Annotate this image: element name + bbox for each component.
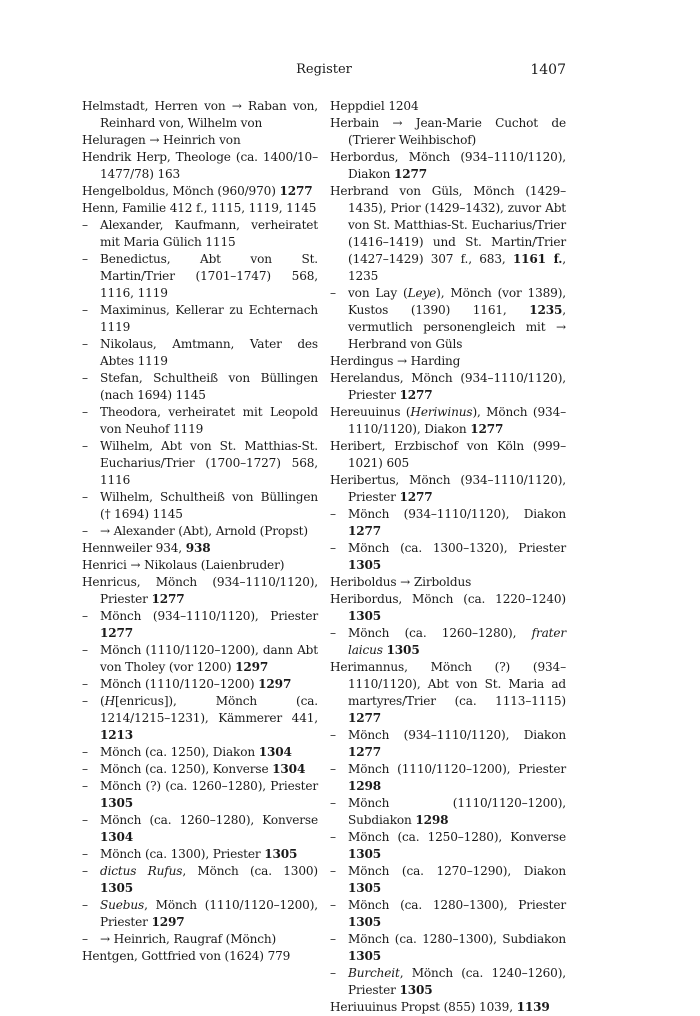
page-reference: 1305	[100, 796, 134, 810]
index-subentry	[330, 727, 566, 761]
entry-text: Stefan, Schultheiß von Büllingen (nach 1694) 1145	[100, 371, 318, 402]
entry-text: , Mönch (ca. 1300)	[182, 864, 319, 878]
entry-text: Helmstadt, Herren von → Raban von, Reinhard von, Wilhelm von	[82, 99, 318, 130]
index-entry	[330, 472, 566, 506]
index-entry	[330, 659, 566, 727]
index-entry	[82, 149, 318, 183]
entry-text: Hereuuinus (	[330, 405, 411, 419]
entry-text: Mönch (ca. 1300), Priester	[100, 847, 265, 861]
index-entry	[82, 557, 318, 574]
entry-text: Mönch (1110/1120–1200), Priester	[348, 762, 566, 776]
page-reference: 1305	[264, 847, 298, 861]
entry-text: Hennweiler 934,	[82, 541, 186, 555]
index-entry	[330, 149, 566, 183]
page-reference: 1304	[258, 745, 292, 759]
index-subentry	[82, 676, 318, 693]
page-reference: 1305	[348, 915, 382, 929]
italic-text: Leye	[407, 286, 437, 300]
entry-text: Heribert, Erzbischof von Köln (999–1021) 605	[330, 439, 566, 470]
index-subentry	[82, 863, 318, 897]
index-entry	[82, 98, 318, 132]
index-subentry	[330, 285, 566, 353]
index-entry	[330, 404, 566, 438]
page-reference: 1305	[399, 983, 433, 997]
page-reference: 938	[185, 541, 211, 555]
page-reference: 1139	[516, 1000, 550, 1014]
page-reference: 1277	[348, 524, 382, 538]
index-subentry	[330, 931, 566, 965]
entry-text: Mönch (ca. 1260–1280),	[348, 626, 532, 640]
page-reference: 1161 f.	[512, 252, 563, 266]
entry-text: (	[100, 694, 105, 708]
index-subentry	[82, 523, 318, 540]
index-entry	[330, 98, 566, 115]
index-subentry	[82, 489, 318, 523]
entry-text: Heribertus, Mönch (934–1110/1120), Priester	[330, 473, 566, 504]
entry-text: Heribordus, Mönch (ca. 1220–1240)	[330, 592, 566, 606]
index-entry	[330, 370, 566, 404]
page-reference: 1235	[529, 303, 563, 317]
entry-text: Henn, Familie 412 f., 1115, 1119, 1145	[82, 201, 317, 215]
index-entry	[330, 115, 566, 149]
page-reference: 1277	[348, 745, 382, 759]
entry-text: Hentgen, Gottfried von (1624) 779	[82, 949, 291, 963]
entry-text: Hengelboldus, Mönch (960/970)	[82, 184, 280, 198]
page-reference: 1305	[348, 949, 382, 963]
index-entry	[82, 200, 318, 217]
index-subentry	[330, 761, 566, 795]
page-reference: 1304	[272, 762, 306, 776]
page-reference: 1297	[235, 660, 269, 674]
index-subentry	[330, 540, 566, 574]
page-reference: 1305	[100, 881, 134, 895]
index-subentry	[82, 302, 318, 336]
entry-text: Mönch (ca. 1250), Diakon	[100, 745, 259, 759]
entry-text: Mönch (ca. 1280–1300), Subdiakon	[348, 932, 566, 946]
entry-text: Mönch (?) (ca. 1260–1280), Priester	[100, 779, 318, 793]
page-number: 1407	[530, 62, 566, 78]
index-subentry	[330, 965, 566, 999]
index-subentry	[330, 625, 566, 659]
page-reference: 1297	[258, 677, 292, 691]
entry-text: , vermutlich personengleich mit → Herbrand von Güls	[348, 303, 566, 351]
page-reference: 1277	[279, 184, 313, 198]
entry-text: Herbordus, Mönch (934–1110/1120), Diakon	[330, 150, 566, 181]
italic-text: Suebus	[100, 898, 145, 912]
running-title: Register	[296, 62, 352, 77]
page-reference: 1277	[399, 490, 433, 504]
page-reference: 1277	[100, 626, 134, 640]
entry-text: Henrici → Nikolaus (Laienbruder)	[82, 558, 285, 572]
entry-text: ), Mönch (vor 1389), Kustos (1390) 1161,	[348, 286, 566, 317]
entry-text: Mönch (ca. 1250), Konverse	[100, 762, 273, 776]
entry-text: Wilhelm, Schultheiß von Büllingen († 1694) 1145	[100, 490, 318, 521]
italic-text: Burcheit	[348, 966, 400, 980]
page-reference: 1305	[386, 643, 420, 657]
entry-text: Mönch (934–1110/1120), Priester	[100, 609, 318, 623]
entry-text: Benedictus, Abt von St. Martin/Trier (1701–1747) 568, 1116, 1119	[100, 252, 318, 300]
index-entry	[82, 183, 318, 200]
entry-text: Mönch (934–1110/1120), Diakon	[348, 507, 566, 521]
entry-text: Mönch (ca. 1260–1280), Konverse	[100, 813, 318, 827]
entry-text: Herbrand von Güls, Mönch (1429–1435), Prior (1429–1432), zuvor Abt von St. Matthias-St. Eucharius/Trier (1416–1419) und St. Martin/Trier (1427–1429) 307 f., 683,	[330, 184, 566, 266]
entry-text: → Alexander (Abt), Arnold (Propst)	[100, 524, 308, 538]
page-reference: 1298	[348, 779, 382, 793]
entry-text: Herbain → Jean-Marie Cuchot de (Trierer Weihbischof)	[330, 116, 566, 147]
page-reference: 1305	[348, 558, 382, 572]
index-entry	[82, 540, 318, 557]
entry-text: ), Mönch (934–1110/1120), Diakon	[348, 405, 567, 436]
entry-text: Heppdiel 1204	[330, 99, 419, 113]
entry-text: Theodora, verheiratet mit Leopold von Neuhof 1119	[100, 405, 318, 436]
entry-text: Mönch (ca. 1250–1280), Konverse	[348, 830, 566, 844]
entry-text: Herelandus, Mönch (934–1110/1120), Priester	[330, 371, 566, 402]
index-entry	[330, 438, 566, 472]
index-subentry	[330, 897, 566, 931]
entry-text: , Mönch (1110/1120–1200), Priester	[100, 898, 318, 929]
page-reference: 1298	[415, 813, 449, 827]
entry-text: Mönch (ca. 1280–1300), Priester	[348, 898, 566, 912]
entry-text: Henricus, Mönch (934–1110/1120), Priester	[82, 575, 318, 606]
index-column-right	[330, 98, 566, 1016]
index-entry	[330, 591, 566, 625]
entry-text: Mönch (ca. 1300–1320), Priester	[348, 541, 566, 555]
italic-text: Heriwinus	[410, 405, 473, 419]
entry-text: Herimannus, Mönch (?) (934–1110/1120), Abt von St. Maria ad martyres/Trier (ca. 1113–1115)	[330, 660, 566, 708]
entry-text: Mönch (ca. 1270–1290), Diakon	[348, 864, 566, 878]
page-reference: 1277	[399, 388, 433, 402]
entry-text: Heriboldus → Zirboldus	[330, 575, 472, 589]
page-reference: 1277	[470, 422, 504, 436]
index-entry	[330, 574, 566, 591]
entry-text: Mönch (1110/1120–1200), dann Abt von Tholey (vor 1200)	[100, 643, 318, 674]
index-entry	[82, 132, 318, 149]
index-entry	[82, 574, 318, 608]
index-subentry	[82, 897, 318, 931]
entry-text: Maximinus, Kellerar zu Echternach 1119	[100, 303, 318, 334]
index-subentry	[330, 863, 566, 897]
index-subentry	[82, 744, 318, 761]
index-subentry	[82, 404, 318, 438]
entry-text: Nikolaus, Amtmann, Vater des Abtes 1119	[100, 337, 318, 368]
page-reference: 1305	[348, 881, 382, 895]
entry-text: Hendrik Herp, Theologe (ca. 1400/10–1477/78) 163	[82, 150, 318, 181]
page-reference: 1277	[393, 167, 428, 181]
page-reference: 1304	[100, 830, 134, 844]
page-reference: 1297	[151, 915, 185, 929]
index-subentry	[330, 506, 566, 540]
index-subentry	[82, 370, 318, 404]
index-column-left	[82, 98, 318, 965]
index-subentry	[82, 217, 318, 251]
index-entry	[330, 999, 566, 1016]
index-subentry	[82, 778, 318, 812]
page-reference: 1305	[348, 609, 382, 623]
page-reference: 1213	[100, 728, 134, 742]
index-subentry	[82, 846, 318, 863]
entry-text: Wilhelm, Abt von St. Matthias-St. Eucharius/Trier (1700–1727) 568, 1116	[100, 439, 318, 487]
italic-text: frater laicus	[348, 626, 566, 657]
entry-text: Mönch (1110/1120–1200), Subdiakon	[348, 796, 566, 827]
page-reference: 1305	[348, 847, 382, 861]
entry-text: Mönch (934–1110/1120), Diakon	[348, 728, 566, 742]
entry-text: Heluragen → Heinrich von	[82, 133, 241, 147]
index-subentry	[82, 438, 318, 489]
index-entry	[330, 353, 566, 370]
index-subentry	[82, 251, 318, 302]
entry-text: Herdingus → Harding	[330, 354, 461, 368]
page-reference: 1277	[348, 711, 382, 725]
index-subentry	[82, 761, 318, 778]
page-header	[82, 62, 566, 82]
entry-text: Heriuuinus Propst (855) 1039,	[330, 1000, 517, 1014]
entry-text: Mönch (1110/1120–1200)	[100, 677, 259, 691]
index-subentry	[82, 642, 318, 676]
entry-text: → Heinrich, Raugraf (Mönch)	[100, 932, 277, 946]
index-subentry	[82, 336, 318, 370]
italic-text: dictus Rufus	[100, 864, 183, 878]
index-subentry	[330, 829, 566, 863]
index-subentry	[330, 795, 566, 829]
index-entry	[82, 948, 318, 965]
entry-text: Alexander, Kaufmann, verheiratet mit Maria Gülich 1115	[100, 218, 318, 249]
entry-text: [enricus]), Mönch (ca. 1214/1215–1231), Kämmerer 441,	[100, 694, 318, 725]
index-entry	[330, 183, 566, 285]
index-subentry	[82, 931, 318, 948]
index-subentry	[82, 812, 318, 846]
entry-text: von Lay (	[348, 286, 408, 300]
index-subentry	[82, 608, 318, 642]
entry-text: , 1235	[348, 252, 566, 283]
italic-text: H	[104, 694, 115, 708]
index-subentry	[82, 693, 318, 744]
page-reference: 1277	[151, 592, 185, 606]
entry-text: , Mönch (ca. 1240–1260), Priester	[348, 966, 566, 997]
